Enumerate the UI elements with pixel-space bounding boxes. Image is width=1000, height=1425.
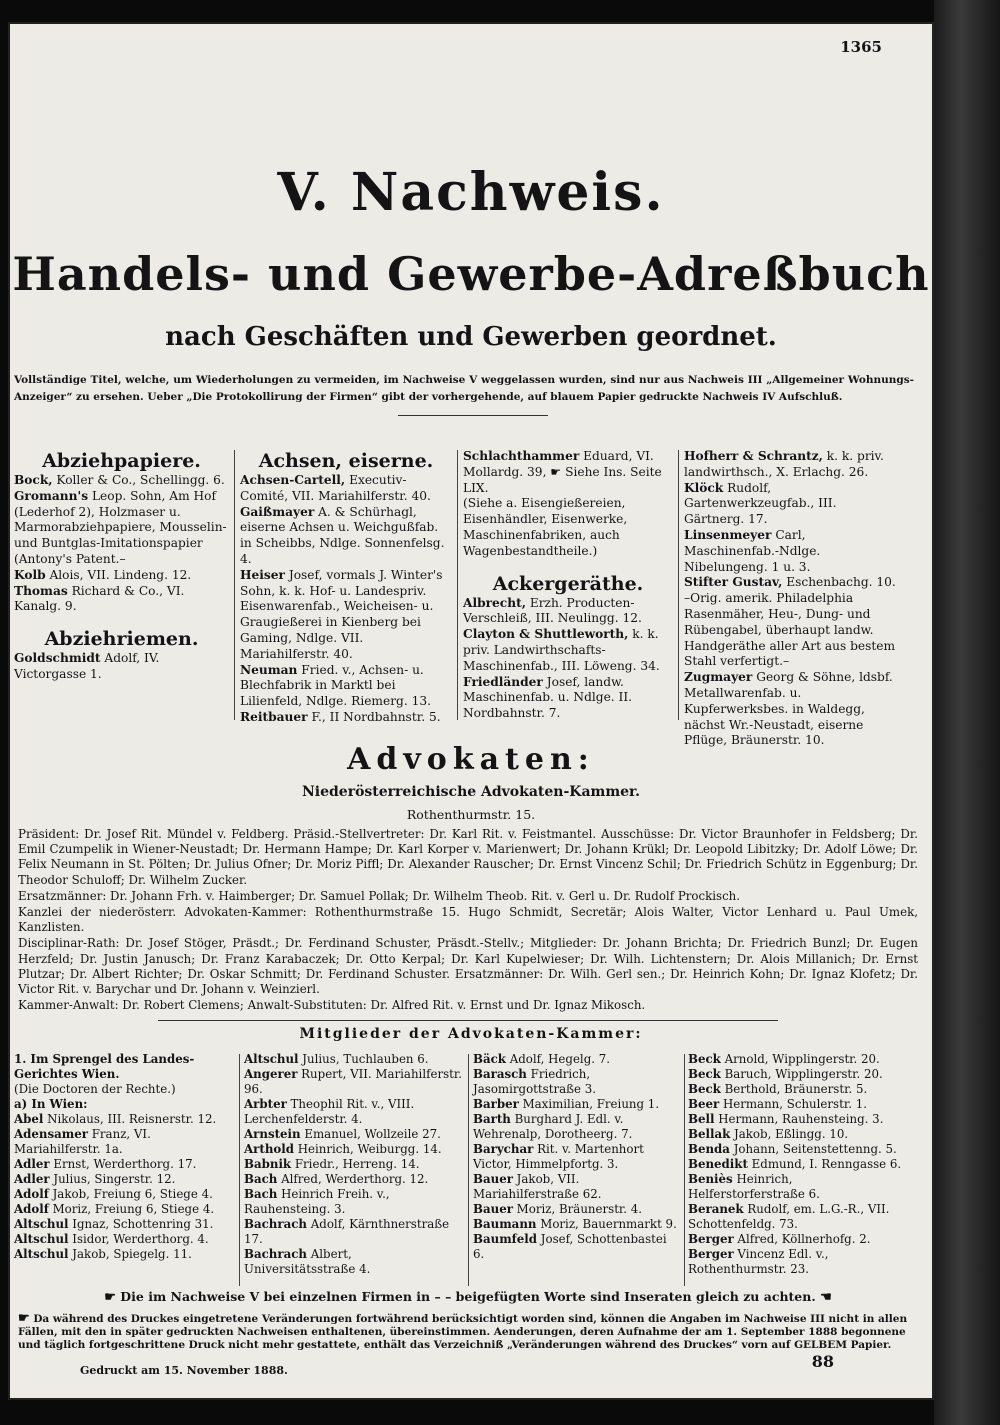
entry-text: Eschenbachg. 10. –Orig. amerik. Philadelphia Rasenmäher, Heu-, Dung- und Rübengabel, überhaupt landw. Handgeräthe aller Art aus bestem Stahl verfertigt.– bbox=[684, 575, 896, 669]
footer-notice-text: Die im Nachweise V bei einzelnen Firmen in – – beigefügten Worte sind Inseraten gleich zu achten. bbox=[120, 1289, 816, 1304]
directory-entry bbox=[244, 1172, 466, 1187]
chamber-name: Niederösterreichische Advokaten-Kammer. bbox=[301, 784, 641, 800]
entry-name: Hofherr & Schrantz, bbox=[684, 449, 823, 463]
entry-text: Jakob, Spiegelg. 11. bbox=[72, 1247, 192, 1261]
column-divider bbox=[234, 450, 235, 720]
directory-entry bbox=[688, 1067, 902, 1082]
entry-name: Schlachthammer bbox=[463, 449, 580, 463]
directory-entry bbox=[473, 1097, 681, 1112]
entry-name: Bauer bbox=[473, 1202, 513, 1216]
entry-text: Eduard, VI. Mollardg. 39, ☛ Siehe Ins. Seite LIX. bbox=[463, 449, 662, 495]
entry-name: Bach bbox=[244, 1187, 278, 1201]
advocates-title: Advokaten: bbox=[347, 742, 595, 777]
entry-name: Stifter Gustav, bbox=[684, 575, 783, 590]
directory-entry bbox=[688, 1082, 902, 1097]
entry-text: Heinrich, Weiburgg. 14. bbox=[297, 1142, 442, 1156]
entry-name: Angerer bbox=[244, 1067, 298, 1081]
entry-text: Richard & Co., VI. Kanalg. 9. bbox=[14, 583, 185, 614]
directory-entry bbox=[684, 528, 896, 575]
directory-entry bbox=[463, 627, 673, 674]
entry-name: Arthold bbox=[244, 1142, 294, 1156]
directory-entry bbox=[240, 505, 452, 568]
directory-entry bbox=[684, 481, 896, 528]
directory-entry bbox=[473, 1232, 681, 1262]
entry-name: Bauer bbox=[473, 1172, 513, 1186]
entry-text: Arnold, Wipplingerstr. 20. bbox=[724, 1052, 880, 1066]
entry-name: 1. Im Sprengel des Landes-Gerichtes Wien. bbox=[14, 1052, 195, 1081]
entry-text: Jakob, Eßlingg. 10. bbox=[734, 1127, 849, 1141]
entry-name: Bell bbox=[688, 1112, 715, 1126]
directory-entry bbox=[473, 1202, 681, 1217]
entry-text: Josef, vormals J. Winter's Sohn, k. k. Hof- u. Landespriv. Eisenwarenfab., Weicheisen- u. Graugießerei in Kienberg bei Gaming, Ndlge. VII. Mariahilferstr. 40. bbox=[240, 567, 443, 661]
directory-entry bbox=[688, 1052, 902, 1067]
directory-entry bbox=[14, 1247, 236, 1262]
entry-name: Kolb bbox=[14, 567, 46, 582]
entry-name: Arbter bbox=[244, 1097, 287, 1111]
footer-small-text: Da während des Druckes eingetretene Veränderungen fortwährend berücksichtigt worden sind, können die Angaben im Nachweise III nicht in allen Fällen, mit den in später gedruckten Nachweisen enthaltenen, übereinstimmen. Aenderungen, deren Aufnahme der am 1. September 1888 begonnene und täglich fortgeschrittene Druck nicht mehr gestattete, enthält das Verzeichniß „Veränderungen während des Druckes“ vorn auf GELBEM Papier. bbox=[18, 1313, 908, 1351]
officers-paragraph: Ersatzmänner: Dr. Johann Frh. v. Haimberger; Dr. Samuel Pollak; Dr. Wilhelm Theob. Rit. v. Gerl u. Dr. Rudolf Prockisch. bbox=[18, 888, 741, 903]
entry-text: Friedrich, Jasomirgottstraße 3. bbox=[473, 1067, 596, 1096]
directory-entry bbox=[473, 1217, 681, 1232]
directory-column-1 bbox=[14, 449, 229, 683]
entry-name: Beck bbox=[688, 1052, 721, 1066]
entry-text: Josef, landw. Maschinenfab. u. Ndlge. II. Nordbahnstr. 7. bbox=[463, 674, 633, 721]
entry-text: Executiv-Comité, VII. Mariahilferstr. 40. bbox=[240, 473, 431, 503]
entry-name: Arnstein bbox=[244, 1127, 301, 1141]
entry-text: Berthold, Bräunerstr. 5. bbox=[724, 1082, 868, 1096]
intro-note: Vollständige Titel, welche, um Wiederholungen zu vermeiden, im Nachweise V weggelassen wurden, sind nur aus Nachweis III „Allgemeiner Wohnungs-Anzeiger“ zu ersehen. Ueber „Die Protokollirung der Firmen“ gibt der vorhergehende, auf blauem Papier gedruckte Nachweis IV Aufschluß. bbox=[14, 374, 914, 403]
entry-name: Altschul bbox=[14, 1247, 69, 1261]
entry-text: Erzh. Producten-Verschleiß, III. Neulingg. 12. bbox=[463, 595, 642, 626]
entry-name: Friedländer bbox=[463, 674, 543, 689]
directory-entry bbox=[14, 651, 229, 683]
divider bbox=[398, 415, 548, 416]
directory-entry bbox=[244, 1157, 466, 1172]
entry-text: Emanuel, Wollzeile 27. bbox=[304, 1127, 441, 1141]
directory-entry bbox=[14, 1082, 236, 1097]
entry-text: Julius, Tuchlauben 6. bbox=[302, 1052, 429, 1066]
entry-name: Beer bbox=[688, 1097, 720, 1111]
category-heading: Achsen, eiserne. bbox=[258, 450, 434, 472]
entry-name: Adolf bbox=[14, 1202, 49, 1216]
entry-text: k. k. priv. landwirthsch., X. Erlachg. 26. bbox=[684, 449, 884, 479]
members-column-1 bbox=[14, 1052, 236, 1262]
pointing-hand-icon: ☛ bbox=[104, 1290, 116, 1305]
directory-entry bbox=[688, 1157, 902, 1172]
directory-entry bbox=[463, 675, 673, 722]
entry-name: Bock, bbox=[14, 473, 53, 487]
category-heading: Abziehpapiere. bbox=[42, 450, 201, 472]
entry-name: Zugmayer bbox=[684, 670, 753, 685]
entry-name: Albrecht, bbox=[463, 595, 526, 610]
directory-entry bbox=[463, 496, 673, 559]
entry-name: Berger bbox=[688, 1232, 734, 1246]
directory-entry bbox=[688, 1172, 902, 1202]
entry-text: Rudolf, Gartenwerkzeugfab., III. Gärtnerg. 17. bbox=[684, 480, 837, 527]
directory-entry bbox=[244, 1187, 466, 1217]
entry-name: Linsenmeyer bbox=[684, 527, 772, 542]
directory-entry bbox=[684, 670, 896, 749]
entry-name: Gaißmayer bbox=[240, 504, 315, 519]
directory-entry bbox=[473, 1052, 681, 1067]
entry-text: (Die Doctoren der Rechte.) bbox=[14, 1082, 176, 1096]
directory-entry bbox=[14, 1187, 236, 1202]
divider bbox=[158, 1020, 778, 1021]
column-divider bbox=[678, 450, 679, 720]
entry-text: Jakob, Freiung 6, Stiege 4. bbox=[52, 1187, 213, 1201]
entry-text: Albert, Universitätsstraße 4. bbox=[244, 1247, 371, 1276]
directory-column-3 bbox=[463, 449, 673, 722]
column-divider bbox=[457, 450, 458, 720]
directory-entry bbox=[688, 1112, 902, 1127]
directory-entry bbox=[14, 1097, 236, 1112]
entry-text: Julius, Singerstr. 12. bbox=[53, 1172, 176, 1186]
pointing-hand-icon: ☚ bbox=[820, 1290, 832, 1305]
entry-name: Beniès bbox=[688, 1172, 733, 1186]
directory-entry bbox=[14, 489, 229, 568]
entry-text: Adolf, IV. Victorgasse 1. bbox=[14, 651, 160, 681]
chamber-officers bbox=[18, 827, 918, 1014]
directory-entry bbox=[240, 473, 452, 505]
entry-text: Moriz, Bräunerstr. 4. bbox=[516, 1202, 643, 1216]
column-divider bbox=[239, 1054, 240, 1286]
entry-name: Clayton & Shuttleworth, bbox=[463, 627, 629, 642]
directory-entry bbox=[14, 584, 229, 616]
members-column-4 bbox=[688, 1052, 902, 1277]
directory-entry bbox=[473, 1067, 681, 1097]
directory-entry bbox=[463, 596, 673, 628]
officers-paragraph: Disciplinar-Rath: Dr. Josef Stöger, Präsdt.; Dr. Ferdinand Schuster, Präsdt.-Stellv.; Mitglieder: Dr. Johann Brichta; Dr. Friedrich Bunzl; Dr. Eugen Herzfeld; Dr. Justin Janusch; Dr. Franz Karabaczek; Dr. Otto Kerpal; Dr. Karl Kupelwieser; Dr. Wilh. Lichtenstern; Dr. Alois Millanich; Dr. Ernst Plutzar; Dr. Albert Richter; Dr. Oskar Schmitt; Dr. Ferdinand Schuster. Ersatzmänner: Dr. Wilh. Gerl sen.; Dr. Heinrich Kohn; Dr. Ignaz Klofetz; Dr. Victor Rit. v. Barychar und Dr. Johann v. Weinzierl. bbox=[18, 936, 918, 997]
entry-text: Baruch, Wipplingerstr. 20. bbox=[724, 1067, 883, 1081]
entry-text: Fried. v., Achsen- u. Blechfabrik in Marktl bei Lilienfeld, Ndlge. Riemerg. 13. bbox=[240, 662, 431, 709]
entry-text: Franz, VI. Mariahilferstr. 1a. bbox=[14, 1127, 151, 1156]
entry-name: Altschul bbox=[14, 1217, 69, 1231]
footer-notice bbox=[18, 1290, 918, 1304]
directory-entry bbox=[14, 1232, 236, 1247]
directory-entry bbox=[473, 1172, 681, 1202]
entry-name: Baumfeld bbox=[473, 1232, 537, 1246]
entry-text: Alfred, Werderthorg. 12. bbox=[281, 1172, 429, 1186]
entry-name: Abel bbox=[14, 1112, 44, 1126]
directory-entry bbox=[14, 1202, 236, 1217]
entry-text: A. & Schürhagl, eiserne Achsen u. Weichgußfab. in Scheibbs, Ndlge. Sonnenfelsg. 4. bbox=[240, 504, 445, 566]
members-column-2 bbox=[244, 1052, 466, 1277]
entry-text: k. k. priv. Landwirthschafts-Maschinenfab., III. Löweng. 34. bbox=[463, 627, 660, 673]
directory-column-2 bbox=[240, 449, 452, 726]
entry-text: Hermann, Schulerstr. 1. bbox=[722, 1097, 867, 1111]
column-divider bbox=[468, 1054, 469, 1286]
column-divider bbox=[684, 1054, 685, 1286]
directory-entry bbox=[14, 1217, 236, 1232]
officers-paragraph: Präsident: Dr. Josef Rit. Mündel v. Feldberg. Präsid.-Stellvertreter: Dr. Karl Rit. v. Feistmantel. Ausschüsse: Dr. Victor Braunhofer in Feldsberg; Dr. Emil Czumpelik in Wiener-Neustadt; Dr. Hermann Hampe; Dr. Karl Korper v. Marienwert; Dr. Johann Krükl; Dr. Leopold Libitzky; Dr. Adolf Löwe; Dr. Felix Neumann in St. Pölten; Dr. Julius Ofner; Dr. Moriz Piffl; Dr. Alexander Rauscher; Dr. Ernst Vincenz Schil; Dr. Friedrich Schütz in Eggenburg; Dr. Theodor Schuloff; Dr. Wilhelm Zucker. bbox=[18, 827, 918, 887]
entry-text: Koller & Co., Schellingg. 6. bbox=[56, 473, 225, 487]
entry-text: (Siehe a. Eisengießereien, Eisenhändler, Eisenwerke, Maschinenfabriken, auch Wagenbestandtheile.) bbox=[463, 496, 628, 558]
entry-name: Bach bbox=[244, 1172, 278, 1186]
directory-entry bbox=[688, 1202, 902, 1232]
entry-name: Achsen-Cartell, bbox=[240, 473, 346, 487]
directory-entry bbox=[244, 1097, 466, 1127]
entry-name: Beranek bbox=[688, 1202, 744, 1216]
print-date: Gedruckt am 15. November 1888. bbox=[80, 1364, 288, 1377]
entry-name: Thomas bbox=[14, 583, 68, 598]
entry-text: Ernst, Werderthorg. 17. bbox=[53, 1157, 197, 1171]
directory-entry bbox=[684, 575, 896, 670]
entry-text: Josef, Schottenbastei 6. bbox=[473, 1232, 667, 1261]
page-number: 1365 bbox=[840, 38, 882, 56]
directory-entry bbox=[688, 1232, 902, 1247]
directory-entry bbox=[14, 568, 229, 584]
directory-entry bbox=[688, 1142, 902, 1157]
section-title: V. Nachweis. bbox=[277, 162, 665, 223]
book-subtitle: nach Geschäften und Gewerben geordnet. bbox=[165, 322, 777, 352]
entry-name: Berger bbox=[688, 1247, 734, 1261]
document-page bbox=[8, 22, 934, 1400]
entry-name: Adler bbox=[14, 1172, 50, 1186]
entry-name: Altschul bbox=[14, 1232, 69, 1246]
category-heading: Abziehriemen. bbox=[44, 628, 199, 651]
directory-entry bbox=[688, 1127, 902, 1142]
entry-text: Edmund, I. Renngasse 6. bbox=[751, 1157, 902, 1171]
entry-text: Rupert, VII. Mariahilferstr. 96. bbox=[244, 1067, 462, 1096]
directory-entry bbox=[14, 1157, 236, 1172]
directory-entry bbox=[14, 473, 229, 489]
entry-name: Beck bbox=[688, 1082, 721, 1096]
entry-text: Georg & Söhne, ldsbf. Metallwarenfab. u. Kupferwerksbes. in Waldegg, nächst Wr.-Neustadt, eiserne Pflüge, Bräunerstr. 10. bbox=[684, 670, 893, 748]
officers-paragraph: Kammer-Anwalt: Dr. Robert Clemens; Anwalt-Substituten: Dr. Alfred Rit. v. Ernst und Dr. Ignaz Mikosch. bbox=[18, 998, 646, 1013]
entry-text: Alois, VII. Lindeng. 12. bbox=[49, 567, 192, 582]
officers-paragraph: Kanzlei der niederösterr. Advokaten-Kammer: Rothenthurmstraße 15. Hugo Schmidt, Secretär; Alois Walter, Victor Lenhard u. Paul Umek, Kanzlisten. bbox=[18, 905, 918, 935]
directory-entry bbox=[473, 1142, 681, 1172]
entry-text: Heinrich, Helferstorferstraße 6. bbox=[688, 1172, 820, 1201]
entry-name: Klöck bbox=[684, 480, 724, 495]
entry-name: Benda bbox=[688, 1142, 730, 1156]
entry-text: Theophil Rit. v., VIII. Lerchenfelderstr. 4. bbox=[244, 1097, 415, 1126]
entry-name: Bachrach bbox=[244, 1247, 307, 1261]
directory-entry bbox=[244, 1247, 466, 1277]
entry-name: Barasch bbox=[473, 1067, 527, 1081]
entry-text: Carl, Maschinenfab.-Ndlge. Nibelungeng. 1 u. 3. bbox=[684, 527, 821, 574]
directory-entry bbox=[244, 1052, 466, 1067]
directory-entry bbox=[240, 710, 452, 726]
entry-text: Moriz, Freiung 6, Stiege 4. bbox=[52, 1202, 215, 1216]
directory-entry bbox=[240, 663, 452, 710]
entry-name: Barth bbox=[473, 1112, 511, 1126]
directory-entry bbox=[14, 1172, 236, 1187]
entry-text: Moriz, Bauernmarkt 9. bbox=[540, 1217, 677, 1231]
directory-entry bbox=[14, 1052, 236, 1082]
directory-entry bbox=[244, 1067, 466, 1097]
directory-entry bbox=[688, 1247, 902, 1277]
chamber-address: Rothenthurmstr. 15. bbox=[406, 807, 536, 822]
entry-name: Bellak bbox=[688, 1127, 731, 1141]
directory-entry bbox=[244, 1127, 466, 1142]
entry-name: Adolf bbox=[14, 1187, 49, 1201]
entry-name: Barber bbox=[473, 1097, 519, 1111]
entry-text: F., II Nordbahnstr. 5. bbox=[311, 709, 441, 724]
entry-name: Bachrach bbox=[244, 1217, 307, 1231]
entry-text: Isidor, Werderthorg. 4. bbox=[72, 1232, 209, 1246]
entry-text: Adolf, Hegelg. 7. bbox=[509, 1052, 611, 1066]
members-heading: Mitglieder der Advokaten-Kammer: bbox=[299, 1026, 643, 1042]
entry-text: Alfred, Köllnerhofg. 2. bbox=[737, 1232, 871, 1246]
members-column-3 bbox=[473, 1052, 681, 1262]
entry-name: Barychar bbox=[473, 1142, 534, 1156]
category-heading: Ackergeräthe. bbox=[492, 572, 644, 595]
book-title: Handels- und Gewerbe-Adreßbuch bbox=[12, 247, 930, 301]
entry-text: Burghard J. Edl. v. Wehrenalp, Dorotheerg. 7. bbox=[473, 1112, 633, 1141]
entry-name: Beck bbox=[688, 1067, 721, 1081]
entry-name: Neuman bbox=[240, 662, 298, 677]
entry-name: Bäck bbox=[473, 1052, 506, 1066]
entry-name: Adler bbox=[14, 1157, 50, 1171]
directory-entry bbox=[14, 1127, 236, 1157]
directory-entry bbox=[473, 1112, 681, 1142]
entry-name: a) In Wien: bbox=[14, 1097, 88, 1111]
directory-entry bbox=[244, 1217, 466, 1247]
entry-text: Adolf, Kärnthnerstraße 17. bbox=[244, 1217, 450, 1246]
directory-entry bbox=[14, 1112, 236, 1127]
book-spine bbox=[934, 0, 1000, 1425]
entry-text: Rudolf, em. L.G.-R., VII. Schottenfeldg. 73. bbox=[688, 1202, 890, 1231]
entry-text: Heinrich Freih. v., Rauhensteing. 3. bbox=[244, 1187, 390, 1216]
entry-name: Heiser bbox=[240, 567, 285, 582]
entry-text: Jakob, VII. Mariahilferstraße 62. bbox=[473, 1172, 602, 1201]
entry-text: Rit. v. Martenhort Victor, Himmelpfortg. 3. bbox=[473, 1142, 644, 1171]
entry-text: Vincenz Edl. v., Rothenthurmstr. 23. bbox=[688, 1247, 829, 1276]
directory-column-4 bbox=[684, 449, 896, 749]
pointing-hand-icon: ☛ bbox=[18, 1311, 30, 1326]
entry-name: Benedikt bbox=[688, 1157, 748, 1171]
entry-text: Friedr., Herreng. 14. bbox=[294, 1157, 420, 1171]
entry-name: Babnik bbox=[244, 1157, 292, 1171]
entry-name: Gromann's bbox=[14, 488, 89, 503]
directory-entry bbox=[688, 1097, 902, 1112]
entry-text: Leop. Sohn, Am Hof (Lederhof 2), Holzmaser u. Marmorabziehpapiere, Mousselin- und Buntglas-Imitationspapier (Antony's Patent.– bbox=[14, 488, 227, 566]
entry-text: Johann, Seitenstettenng. 5. bbox=[733, 1142, 897, 1156]
footer-small-print bbox=[18, 1312, 918, 1352]
entry-text: Hermann, Rauhensteing. 3. bbox=[718, 1112, 884, 1126]
entry-name: Baumann bbox=[473, 1217, 537, 1231]
entry-name: Goldschmidt bbox=[14, 651, 101, 666]
entry-name: Adensamer bbox=[14, 1127, 88, 1141]
entry-text: Maximilian, Freiung 1. bbox=[522, 1097, 660, 1111]
directory-entry bbox=[463, 449, 673, 496]
entry-text: Ignaz, Schottenring 31. bbox=[72, 1217, 214, 1231]
signature-mark: 88 bbox=[811, 1352, 834, 1371]
directory-entry bbox=[244, 1142, 466, 1157]
entry-name: Altschul bbox=[244, 1052, 299, 1066]
entry-name: Reitbauer bbox=[240, 709, 308, 724]
entry-text: Nikolaus, III. Reisnerstr. 12. bbox=[47, 1112, 217, 1126]
directory-entry bbox=[684, 449, 896, 481]
directory-entry bbox=[240, 568, 452, 663]
